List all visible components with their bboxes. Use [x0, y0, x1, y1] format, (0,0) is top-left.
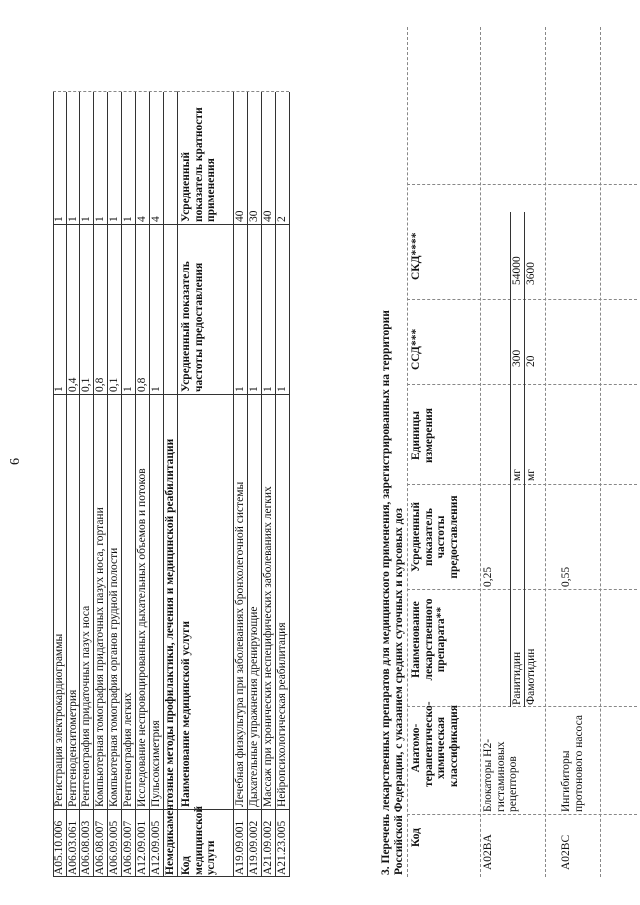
diag-mult: 1: [53, 216, 65, 222]
drugs-title-line1: 3. Перечень лекарственных препаратов для медицинского применения, зарегистрированных на территории: [380, 310, 392, 875]
diag-name: Пульсоксиметрия: [150, 720, 162, 807]
drug-name: Ранитидин: [511, 651, 523, 705]
diag-mult: 4: [136, 216, 148, 222]
drugs-header-drug: Наименование лекарственного препарата**: [410, 598, 447, 681]
rehab-name: Дыхательные упражнения дренирующие: [248, 606, 260, 807]
diag-code: A12.09.001: [136, 820, 148, 875]
drug-group-code: A02BC: [560, 834, 572, 870]
diag-name: Рентгенография легких: [122, 692, 134, 807]
diag-freq: 0,8: [94, 377, 106, 392]
drug-group-atc: Ингибиторы протонового насоса: [560, 715, 585, 812]
rehab-header-name: Наименование медицинской услуги: [180, 620, 192, 807]
drug-group-freq: 0,25: [482, 566, 494, 587]
drugs-header-code: Код: [410, 827, 422, 847]
drugs-header-ssd: ССД***: [410, 328, 422, 370]
rehab-mult: 40: [262, 210, 274, 222]
drugs-header-atc: Анатомо-терапевтическо-химическая классификация: [410, 701, 460, 787]
diag-name: Рентгеноденситометрия: [67, 689, 79, 807]
rehab-name: Лечебная физкультура при заболеваниях бронхолегочной системы: [234, 481, 246, 807]
drugs-title-line2: Российской Федерации, с указанием средних суточных и курсовых доз: [393, 508, 405, 875]
diag-freq: 0,8: [136, 377, 148, 392]
page-number: 6: [8, 458, 23, 465]
rehab-freq: 1: [248, 386, 260, 392]
drugs-header-unit: Единицы измерения: [410, 408, 435, 463]
drug-ssd: 300: [511, 349, 523, 367]
diag-code: A05.10.006: [53, 820, 65, 875]
drug-skd: 3600: [525, 262, 537, 285]
diag-freq: 1: [53, 386, 65, 392]
diag-freq: 0,1: [80, 377, 92, 392]
diag-name: Исследование неспровоцированных дыхательных объемов и потоков: [136, 468, 148, 807]
diag-name: Регистрация электрокардиограммы: [53, 633, 65, 807]
rehab-mult: 30: [248, 210, 260, 222]
rehab-header-code: Код медицинской услуги: [180, 805, 217, 875]
diag-mult: 4: [150, 216, 162, 222]
rehab-code: A19.09.002: [248, 820, 260, 875]
rehab-code: A21.09.002: [262, 820, 274, 875]
diag-name: Компьютерная томография придаточных пазух носа, гортани: [94, 507, 106, 807]
diag-freq: 0,4: [67, 377, 79, 392]
drug-ssd: 20: [525, 355, 537, 367]
rehab-mult: 2: [276, 216, 288, 222]
diag-mult: 1: [108, 216, 120, 222]
diag-freq: 0,1: [108, 377, 120, 392]
rehab-freq: 1: [262, 386, 274, 392]
rehab-name: Нейропсихологическая реабилитация: [276, 622, 288, 807]
diag-freq: 1: [122, 386, 134, 392]
drug-unit: мг: [525, 469, 537, 481]
drug-group-code: A02BA: [482, 834, 494, 870]
drugs-header-freq: Усредненный показатель частоты предоставления: [410, 495, 460, 579]
diag-code: A06.03.061: [67, 820, 79, 875]
rehab-freq: 1: [276, 386, 288, 392]
rehab-code: A19.09.001: [234, 820, 246, 875]
diag-mult: 1: [67, 216, 79, 222]
drug-name: Фамотидин: [525, 648, 537, 705]
rehab-header-mult: Усредненный показатель кратности применения: [180, 107, 217, 222]
rehab-code: A21.23.005: [276, 820, 288, 875]
drug-skd: 54000: [511, 256, 523, 285]
drug-unit: мг: [511, 469, 523, 481]
diag-name: Компьютерная томография органов грудной полости: [108, 547, 120, 807]
rehab-mult: 40: [234, 210, 246, 222]
drugs-header-skd: СКД****: [410, 232, 422, 280]
diag-code: A06.08.007: [94, 820, 106, 875]
rehab-name: Массаж при хронических неспецифических заболеваниях легких: [262, 486, 274, 807]
diag-name: Рентгенография придаточных пазух носа: [80, 605, 92, 807]
diag-mult: 1: [122, 216, 134, 222]
diag-freq: 1: [150, 386, 162, 392]
diag-code: A12.09.005: [150, 820, 162, 875]
diag-code: A06.09.007: [122, 820, 134, 875]
drug-group-atc: Блокаторы H2-гистаминовых рецепторов: [482, 738, 519, 812]
rehab-title: Немедикаментозные методы профилактики, лечения и медицинской реабилитации: [164, 438, 176, 875]
rehab-header-freq: Усредненный показатель частоты предоставления: [180, 261, 205, 392]
diag-code: A06.08.003: [80, 820, 92, 875]
diag-mult: 1: [80, 216, 92, 222]
drug-group-freq: 0,55: [560, 566, 572, 587]
diag-code: A06.09.005: [108, 820, 120, 875]
rehab-freq: 1: [234, 386, 246, 392]
diag-mult: 1: [94, 216, 106, 222]
